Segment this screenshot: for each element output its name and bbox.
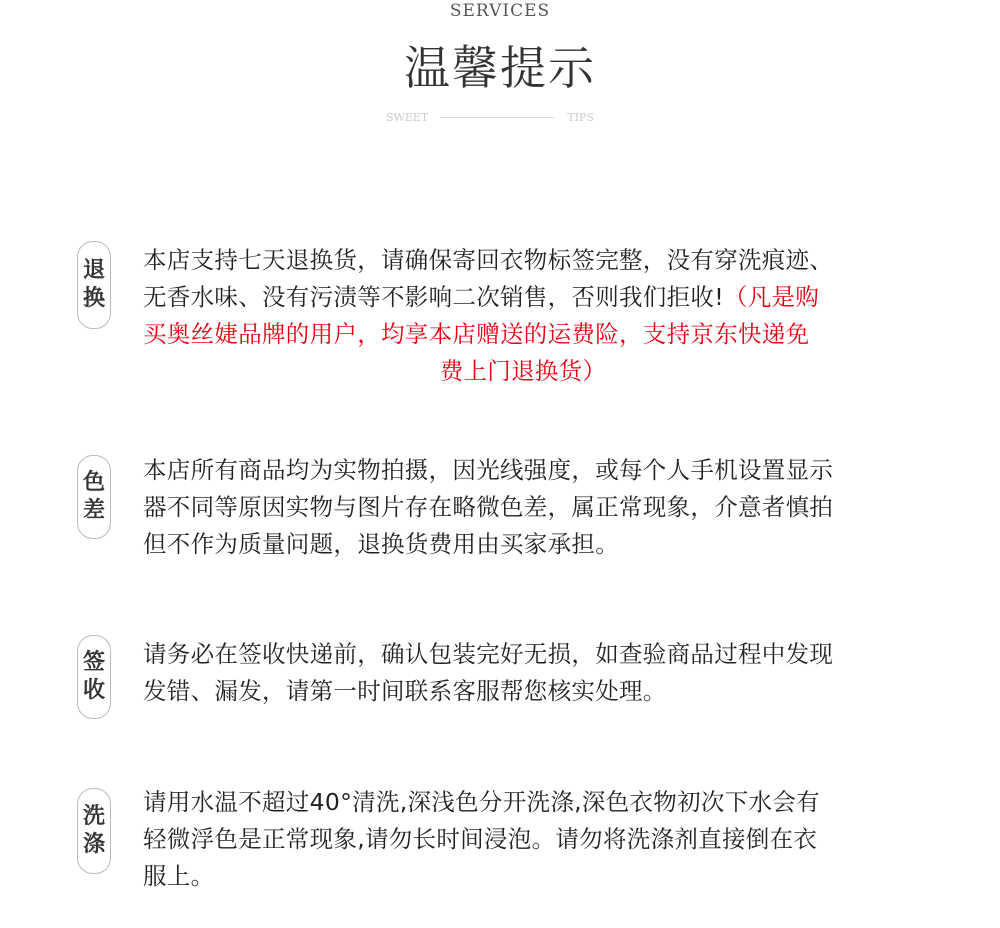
tag-char: 洗: [82, 804, 105, 829]
section-text-color: [143, 452, 943, 563]
section-tag-wash: [77, 788, 111, 874]
tag-char: 差: [82, 498, 105, 523]
services-label: SERVICES: [449, 1, 551, 21]
text-line: [143, 279, 943, 316]
text-line: 发错、漏发，请第一时间联系客服帮您核实处理。: [143, 677, 667, 705]
section-tag-sign: [77, 635, 111, 719]
subline-left-text: SWEET: [386, 110, 429, 124]
tag-char: 色: [82, 470, 105, 495]
page-header: [0, 0, 1000, 140]
text-line: 但不作为质量问题，退换货费用由买家承担。: [143, 530, 619, 558]
page-title: 温馨提示: [404, 41, 596, 95]
subline-divider: [440, 117, 555, 118]
tag-char: 收: [82, 678, 105, 703]
text-line: 请用水温不超过40°清洗,深浅色分开洗涤,深色衣物初次下水会有: [143, 788, 820, 816]
red-notice-line: 费上门退换货）: [439, 357, 607, 385]
text-line: 器不同等原因实物与图片存在略微色差，属正常现象，介意者慎拍: [143, 493, 834, 521]
section-text-sign: [143, 636, 943, 710]
text-line: 轻微浮色是正常现象,请勿长时间浸泡。请勿将洗涤剂直接倒在衣: [143, 825, 818, 853]
text-line: 本店所有商品均为实物拍摄，因光线强度，或每个人手机设置显示: [143, 456, 834, 484]
text-segment: 无香水味、没有污渍等不影响二次销售，否则我们拒收!: [143, 283, 724, 311]
text-line: 服上。: [143, 862, 215, 890]
title-subline: [386, 108, 594, 126]
red-notice-line: 买奥丝婕品牌的用户，均享本店赠送的运费险，支持京东快递免: [143, 320, 810, 348]
section-tag-color: [77, 455, 111, 539]
tag-char: 退: [82, 258, 105, 283]
subline-right-text: TIPS: [567, 110, 594, 124]
section-tag-return: [77, 241, 111, 329]
section-text-return: [143, 242, 943, 390]
text-line: 请务必在签收快递前，确认包装完好无损，如查验商品过程中发现: [143, 640, 834, 668]
tag-char: 涤: [82, 832, 105, 857]
section-text-wash: [143, 784, 943, 895]
tag-char: 换: [82, 286, 105, 311]
tag-char: 签: [82, 650, 105, 675]
text-line: 本店支持七天退换货，请确保寄回衣物标签完整，没有穿洗痕迹、: [143, 246, 834, 274]
red-notice-start: （凡是购: [723, 283, 820, 311]
